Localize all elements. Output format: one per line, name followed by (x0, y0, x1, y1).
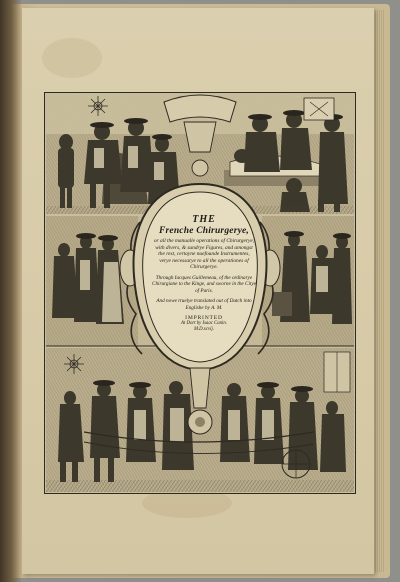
title-article: THE (192, 214, 216, 225)
title-description: or all the manualle operations of Chirurgerye, with divers, & sundrye Figures, and amongst the rest, certayne nuefounde Instrumentes, verye necessarye to all the operationes of Chirurgerye. (153, 238, 255, 271)
title-cartouche-text (146, 202, 262, 360)
page-fore-edge (374, 10, 384, 572)
book-title: Frenche Chirurgerye, (158, 226, 250, 236)
paper-stain (42, 38, 102, 78)
imprint-label: IMPRINTED (185, 315, 223, 321)
imprint-date: M.D.xcvij. (193, 326, 215, 332)
author-statement: Through Iacques Guillemeau, of the ordinarye Chirurgiane to the Kinge, and sworne in the Citye of Paris. (152, 274, 256, 294)
book-spine (0, 0, 22, 582)
translation-statement: And nowe truelye translated out of Dutch into Englishe by A. M. (156, 298, 252, 311)
imprint-place: At Dort by Isaac Canin. (181, 321, 227, 326)
